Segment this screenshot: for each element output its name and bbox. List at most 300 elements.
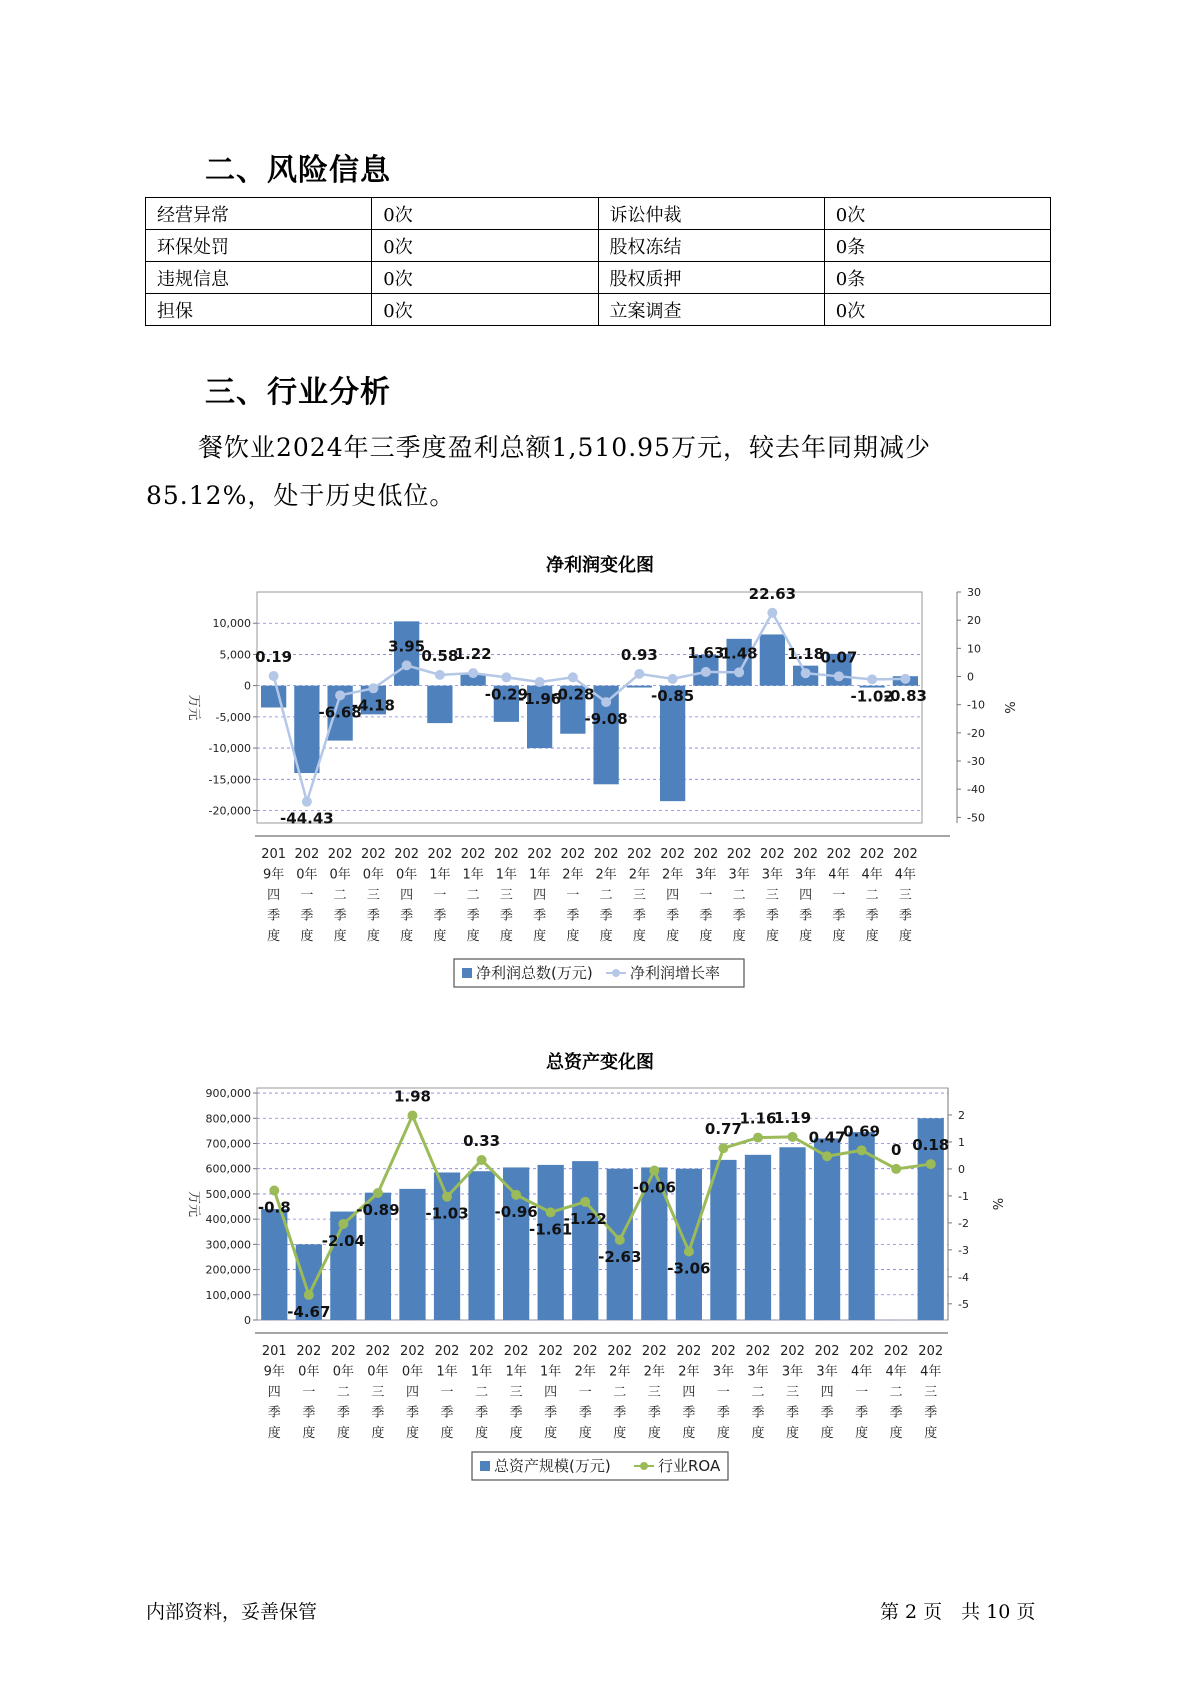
bar	[399, 1189, 425, 1320]
x-tick-label: 季	[865, 908, 879, 924]
data-label: -0.06	[632, 1178, 676, 1197]
y2-axis-label: %	[1001, 701, 1016, 714]
line-point	[634, 669, 644, 679]
bar	[294, 686, 319, 773]
data-label: -0.29	[484, 685, 528, 704]
line-point	[857, 1145, 867, 1155]
x-tick-label: 0年	[329, 867, 351, 883]
x-tick-label: 度	[440, 1426, 454, 1441]
x-tick-label: 三	[632, 888, 646, 903]
line-point	[788, 1132, 798, 1142]
legend	[454, 959, 744, 987]
line-point	[615, 1235, 625, 1245]
x-tick-label: 0年	[362, 867, 385, 883]
x-tick-label: 4年	[920, 1364, 942, 1380]
x-tick-label: 季	[832, 908, 846, 924]
x-tick-label: 四	[267, 1385, 281, 1400]
data-label: -4.67	[287, 1302, 331, 1321]
x-tick-label: 202	[641, 1344, 667, 1359]
x-tick-label: 202	[538, 1344, 564, 1359]
x-tick-label: 一	[302, 1385, 316, 1400]
x-tick-label: 一	[300, 888, 314, 903]
y2-tick-label: -50	[967, 811, 985, 825]
risk-item-label: 经营异常	[146, 198, 372, 230]
data-label: -2.04	[321, 1231, 365, 1250]
x-tick-label: 度	[865, 929, 879, 944]
x-tick-label: 202	[793, 847, 819, 862]
risk-item-label: 立案调查	[598, 294, 824, 326]
y-tick-label: 200,000	[205, 1263, 251, 1277]
x-tick-label: 0年	[296, 867, 318, 883]
x-tick-label: 度	[371, 1426, 385, 1441]
x-tick-label: 202	[296, 1344, 322, 1359]
x-tick-label: 2年	[628, 867, 651, 883]
legend-swatch-bar	[462, 968, 472, 978]
y2-tick-label: 20	[967, 614, 981, 628]
x-tick-label: 202	[607, 1344, 633, 1359]
x-tick-label: 202	[859, 847, 885, 862]
line-point	[335, 690, 345, 700]
bar	[848, 1132, 874, 1320]
data-label: 0.93	[620, 645, 658, 664]
data-label: -0.28	[551, 685, 595, 704]
data-label: 0	[890, 1140, 902, 1159]
x-tick-label: 季	[405, 1405, 419, 1421]
line-point	[477, 1155, 487, 1165]
x-tick-label: 季	[300, 908, 314, 924]
risk-item-value: 0次	[372, 262, 598, 294]
x-tick-label: 202	[780, 1344, 805, 1359]
x-tick-label: 1年	[436, 1364, 458, 1380]
x-tick-label: 度	[889, 1426, 903, 1441]
x-tick-label: 3年	[695, 867, 717, 883]
bar	[760, 634, 785, 685]
x-tick-label: 2年	[595, 867, 617, 883]
y2-tick-label: -40	[967, 783, 985, 797]
x-tick-label: 季	[666, 908, 680, 924]
bar	[261, 1209, 287, 1320]
x-tick-label: 季	[786, 1405, 800, 1421]
line-point	[568, 672, 578, 682]
x-tick-label: 0年	[367, 1364, 389, 1380]
data-label: -1.96	[518, 690, 562, 709]
line-point	[511, 1190, 521, 1200]
y2-tick-label: -1	[958, 1189, 969, 1203]
x-tick-label: 季	[924, 1405, 938, 1421]
x-tick-label: 度	[267, 929, 281, 944]
x-tick-label: 度	[765, 929, 779, 944]
x-tick-label: 202	[400, 1344, 425, 1359]
line-point	[767, 608, 777, 618]
risk-item-label: 违规信息	[146, 262, 372, 294]
x-tick-label: 度	[544, 1426, 558, 1441]
x-tick-label: 202	[711, 1344, 736, 1359]
x-tick-label: 202	[814, 1344, 840, 1359]
x-tick-label: 季	[333, 908, 347, 924]
y-tick-label: 400,000	[205, 1213, 251, 1227]
legend-swatch-bar	[480, 1461, 490, 1471]
y-tick-label: 5,000	[219, 648, 251, 662]
x-tick-label: 度	[533, 929, 547, 944]
x-tick-label: 季	[613, 1405, 627, 1421]
x-tick-label: 4年	[894, 867, 917, 883]
x-tick-label: 3年	[761, 867, 784, 883]
x-tick-label: 季	[889, 1405, 903, 1421]
data-label: 0.18	[912, 1136, 950, 1155]
data-label: -1.03	[425, 1204, 469, 1223]
x-tick-label: 202	[434, 1344, 460, 1359]
x-tick-label: 季	[765, 908, 779, 924]
x-tick-label: 9年	[263, 1364, 285, 1380]
risk-item-label: 诉讼仲裁	[598, 198, 824, 230]
x-tick-label: 3年	[728, 867, 750, 883]
data-label: -1.02	[850, 687, 894, 706]
x-tick-label: 0年	[332, 1364, 355, 1380]
risk-item-value: 0次	[372, 230, 598, 262]
x-tick-label: 201	[261, 1344, 287, 1359]
x-tick-label: 度	[267, 1426, 281, 1441]
y-tick-label: 0	[244, 1314, 251, 1327]
x-tick-label: 度	[832, 929, 846, 944]
y-tick-label: -15,000	[208, 773, 251, 787]
y2-tick-label: -10	[967, 698, 985, 712]
x-tick-label: 季	[267, 1405, 281, 1421]
x-tick-label: 一	[433, 888, 447, 903]
legend-label-line: 行业ROA	[658, 1457, 721, 1475]
x-tick-label: 202	[360, 847, 386, 862]
x-tick-label: 度	[509, 1426, 523, 1441]
bar	[627, 686, 652, 688]
x-tick-label: 二	[613, 1385, 627, 1400]
risk-table	[145, 197, 1051, 326]
line-point	[338, 1219, 348, 1229]
line-point	[442, 1192, 452, 1202]
x-tick-label: 度	[300, 929, 314, 944]
industry-section-title: 三、行业分析	[205, 375, 391, 410]
x-tick-label: 二	[333, 888, 347, 903]
x-tick-label: 202	[294, 847, 320, 862]
bar	[676, 1169, 702, 1320]
x-tick-label: 四	[820, 1385, 834, 1400]
legend	[472, 1452, 728, 1480]
x-tick-label: 季	[732, 908, 746, 924]
data-label: 0.77	[704, 1120, 742, 1139]
y2-tick-label: 1	[958, 1135, 965, 1149]
x-tick-label: 2年	[562, 867, 584, 883]
x-tick-label: 季	[799, 908, 813, 924]
x-tick-label: 202	[560, 847, 586, 862]
y-tick-label: 300,000	[205, 1238, 251, 1252]
x-tick-label: 度	[599, 929, 613, 944]
risk-item-label: 股权冻结	[598, 230, 824, 262]
x-tick-label: 季	[433, 908, 447, 924]
x-tick-label: 度	[613, 1426, 627, 1441]
y2-tick-label: -3	[958, 1243, 969, 1257]
x-tick-label: 3年	[781, 1364, 804, 1380]
line-point	[734, 667, 744, 677]
bar	[710, 1160, 736, 1320]
data-label: -44.43	[280, 809, 334, 828]
x-tick-label: 一	[699, 888, 713, 903]
x-tick-label: 一	[440, 1385, 454, 1400]
data-label: -0.89	[356, 1200, 400, 1219]
x-tick-label: 四	[682, 1385, 696, 1400]
data-label: -0.8	[257, 1198, 291, 1217]
x-tick-label: 二	[475, 1385, 489, 1400]
x-tick-label: 季	[440, 1405, 454, 1421]
total-assets-chart-title: 总资产变化图	[546, 1052, 654, 1073]
bar	[261, 686, 286, 708]
data-label: 22.63	[748, 584, 797, 603]
x-tick-label: 度	[732, 929, 746, 944]
line-point	[668, 674, 678, 684]
x-tick-label: 202	[460, 847, 486, 862]
x-tick-label: 二	[599, 888, 613, 903]
y2-tick-label: -20	[967, 726, 985, 740]
x-tick-label: 四	[405, 1385, 419, 1400]
x-tick-label: 三	[647, 1385, 661, 1400]
line-point	[373, 1188, 383, 1198]
data-label: -1.61	[529, 1220, 573, 1239]
line-point	[269, 1186, 279, 1196]
y-tick-label: 100,000	[205, 1288, 251, 1302]
bar	[427, 686, 452, 723]
industry-paragraph-text: 餐饮业2024年三季度盈利总额1,510.95万元，较去年同期减少85.12%，处于历史低位。	[146, 433, 931, 510]
line-point	[822, 1151, 832, 1161]
x-tick-label: 四	[799, 888, 813, 903]
x-tick-label: 季	[898, 908, 912, 924]
risk-table-row	[146, 230, 1051, 262]
x-tick-label: 1年	[462, 867, 484, 883]
x-tick-label: 1年	[495, 867, 518, 883]
x-tick-label: 202	[365, 1344, 391, 1359]
x-tick-label: 二	[732, 888, 746, 903]
x-tick-label: 三	[786, 1385, 800, 1400]
x-tick-label: 3年	[712, 1364, 735, 1380]
bar	[779, 1147, 805, 1320]
x-tick-label: 季	[647, 1405, 661, 1421]
line-point	[701, 667, 711, 677]
y2-tick-label: 0	[967, 670, 974, 684]
line-point	[891, 1164, 901, 1174]
x-tick-label: 度	[751, 1426, 765, 1441]
x-tick-label: 度	[566, 929, 580, 944]
x-tick-label: 度	[466, 929, 480, 944]
x-tick-label: 3年	[747, 1364, 769, 1380]
x-tick-label: 1年	[528, 867, 551, 883]
x-tick-label: 三	[366, 888, 380, 903]
x-tick-label: 1年	[429, 867, 451, 883]
x-tick-label: 2年	[574, 1364, 596, 1380]
y2-tick-label: -5	[958, 1297, 969, 1311]
x-tick-label: 202	[327, 847, 353, 862]
line-point	[269, 671, 279, 681]
data-label: 1.18	[787, 645, 825, 664]
bar	[572, 1161, 598, 1320]
x-tick-label: 202	[849, 1344, 875, 1359]
x-tick-label: 202	[626, 847, 652, 862]
x-tick-label: 0年	[298, 1364, 320, 1380]
data-label: -2.63	[598, 1247, 642, 1266]
x-tick-label: 202	[469, 1344, 494, 1359]
x-tick-label: 202	[330, 1344, 356, 1359]
x-tick-label: 度	[682, 1426, 696, 1441]
line-point	[501, 672, 511, 682]
x-tick-label: 1年	[505, 1364, 527, 1380]
x-tick-label: 2年	[643, 1364, 665, 1380]
x-tick-label: 202	[892, 847, 918, 862]
legend-swatch-point	[640, 1462, 648, 1470]
x-tick-label: 季	[400, 908, 414, 924]
data-label: -1.22	[563, 1209, 607, 1228]
x-tick-label: 1年	[470, 1364, 493, 1380]
y-tick-label: -20,000	[208, 804, 251, 818]
x-tick-label: 度	[666, 929, 680, 944]
x-tick-label: 4年	[885, 1364, 907, 1380]
line-point	[926, 1159, 936, 1169]
risk-section-title: 二、风险信息	[205, 153, 391, 188]
data-label: -6.68	[318, 703, 362, 722]
x-tick-label: 度	[820, 1426, 834, 1441]
x-tick-label: 4年	[850, 1364, 873, 1380]
x-tick-label: 一	[855, 1385, 869, 1400]
x-tick-label: 9年	[262, 867, 285, 883]
y2-axis-label: %	[989, 1197, 1004, 1211]
x-tick-label: 季	[751, 1405, 765, 1421]
x-tick-label: 季	[499, 908, 513, 924]
y-tick-label: -5,000	[215, 710, 251, 724]
x-tick-label: 202	[918, 1344, 944, 1359]
data-label: -4.18	[351, 696, 395, 715]
data-label: 3.95	[388, 637, 426, 656]
data-label: 1.16	[739, 1109, 777, 1128]
risk-item-value: 0条	[824, 230, 1050, 262]
x-tick-label: 2年	[661, 867, 684, 883]
x-tick-label: 201	[261, 847, 287, 862]
data-label: 0.58	[421, 646, 459, 665]
x-tick-label: 202	[676, 1344, 702, 1359]
x-tick-label: 度	[578, 1426, 592, 1441]
line-point	[302, 797, 312, 807]
risk-table-row	[146, 294, 1051, 326]
data-label: 0.47	[808, 1128, 846, 1147]
total-assets-chart	[0, 1078, 1191, 1508]
data-label: 1.63	[687, 643, 725, 662]
x-tick-label: 2年	[609, 1364, 631, 1380]
line-point	[684, 1246, 694, 1256]
x-tick-label: 二	[889, 1385, 903, 1400]
y2-tick-label: 0	[958, 1162, 965, 1176]
x-tick-label: 度	[499, 929, 513, 944]
x-tick-label: 4年	[861, 867, 883, 883]
data-label: 1.22	[454, 645, 492, 664]
x-tick-label: 度	[898, 929, 912, 944]
x-tick-label: 季	[855, 1405, 869, 1421]
x-tick-label: 二	[466, 888, 480, 903]
bar	[468, 1171, 494, 1320]
x-tick-label: 二	[865, 888, 879, 903]
x-tick-label: 一	[716, 1385, 730, 1400]
x-tick-label: 度	[924, 1426, 938, 1441]
x-tick-label: 202	[503, 1344, 529, 1359]
legend-label-line: 净利润增长率	[630, 964, 721, 982]
risk-item-value: 0次	[372, 198, 598, 230]
data-label: 0.19	[255, 647, 293, 666]
x-tick-label: 度	[632, 929, 646, 944]
y-tick-label: 700,000	[205, 1137, 251, 1151]
x-tick-label: 度	[786, 1426, 800, 1441]
x-tick-label: 季	[371, 1405, 385, 1421]
x-tick-label: 度	[475, 1426, 489, 1441]
x-tick-label: 季	[544, 1405, 558, 1421]
x-tick-label: 202	[493, 847, 519, 862]
y-tick-label: 600,000	[205, 1162, 251, 1176]
y-axis-label: 万元	[186, 1190, 201, 1218]
line-point	[435, 670, 445, 680]
line-point	[834, 671, 844, 681]
x-tick-label: 四	[267, 888, 281, 903]
x-tick-label: 度	[302, 1426, 316, 1441]
x-tick-label: 三	[499, 888, 513, 903]
x-tick-label: 一	[566, 888, 580, 903]
x-tick-label: 季	[599, 908, 613, 924]
x-tick-label: 202	[394, 847, 420, 862]
x-tick-label: 202	[883, 1344, 909, 1359]
x-tick-label: 度	[855, 1426, 869, 1441]
line-point	[867, 674, 877, 684]
line-point	[304, 1290, 314, 1300]
risk-item-label: 担保	[146, 294, 372, 326]
y-tick-label: -10,000	[208, 742, 251, 756]
line-point	[601, 697, 611, 707]
x-tick-label: 0年	[401, 1364, 424, 1380]
x-tick-label: 三	[924, 1385, 938, 1400]
data-label: -3.06	[667, 1259, 711, 1278]
legend-swatch-point	[612, 969, 620, 977]
x-tick-label: 季	[366, 908, 380, 924]
y-tick-label: 10,000	[212, 617, 251, 631]
x-tick-label: 度	[333, 929, 347, 944]
legend-label-bar: 净利润总数(万元)	[476, 964, 593, 982]
x-tick-label: 202	[745, 1344, 771, 1359]
x-tick-label: 202	[660, 847, 686, 862]
y-tick-label: 500,000	[205, 1187, 251, 1201]
x-tick-label: 度	[647, 1426, 661, 1441]
data-label: -9.08	[584, 710, 628, 729]
x-tick-label: 202	[427, 847, 453, 862]
x-tick-label: 202	[527, 847, 553, 862]
x-tick-label: 季	[566, 908, 580, 924]
x-tick-label: 202	[572, 1344, 598, 1359]
y-tick-label: 0	[244, 679, 251, 693]
x-tick-label: 度	[336, 1426, 350, 1441]
x-tick-label: 季	[336, 1405, 350, 1421]
data-label: 1.48	[720, 644, 758, 663]
x-tick-label: 度	[366, 929, 380, 944]
x-tick-label: 季	[716, 1405, 730, 1421]
x-tick-label: 季	[267, 908, 281, 924]
data-label: 1.19	[774, 1108, 812, 1127]
industry-paragraph	[146, 424, 1056, 520]
y2-tick-label: -30	[967, 755, 985, 769]
x-tick-label: 3年	[794, 867, 817, 883]
x-tick-label: 季	[302, 1405, 316, 1421]
y2-tick-label: -2	[958, 1216, 969, 1230]
y-tick-label: 900,000	[205, 1087, 251, 1101]
bar	[814, 1138, 840, 1320]
risk-item-value: 0次	[824, 294, 1050, 326]
x-tick-label: 季	[466, 908, 480, 924]
